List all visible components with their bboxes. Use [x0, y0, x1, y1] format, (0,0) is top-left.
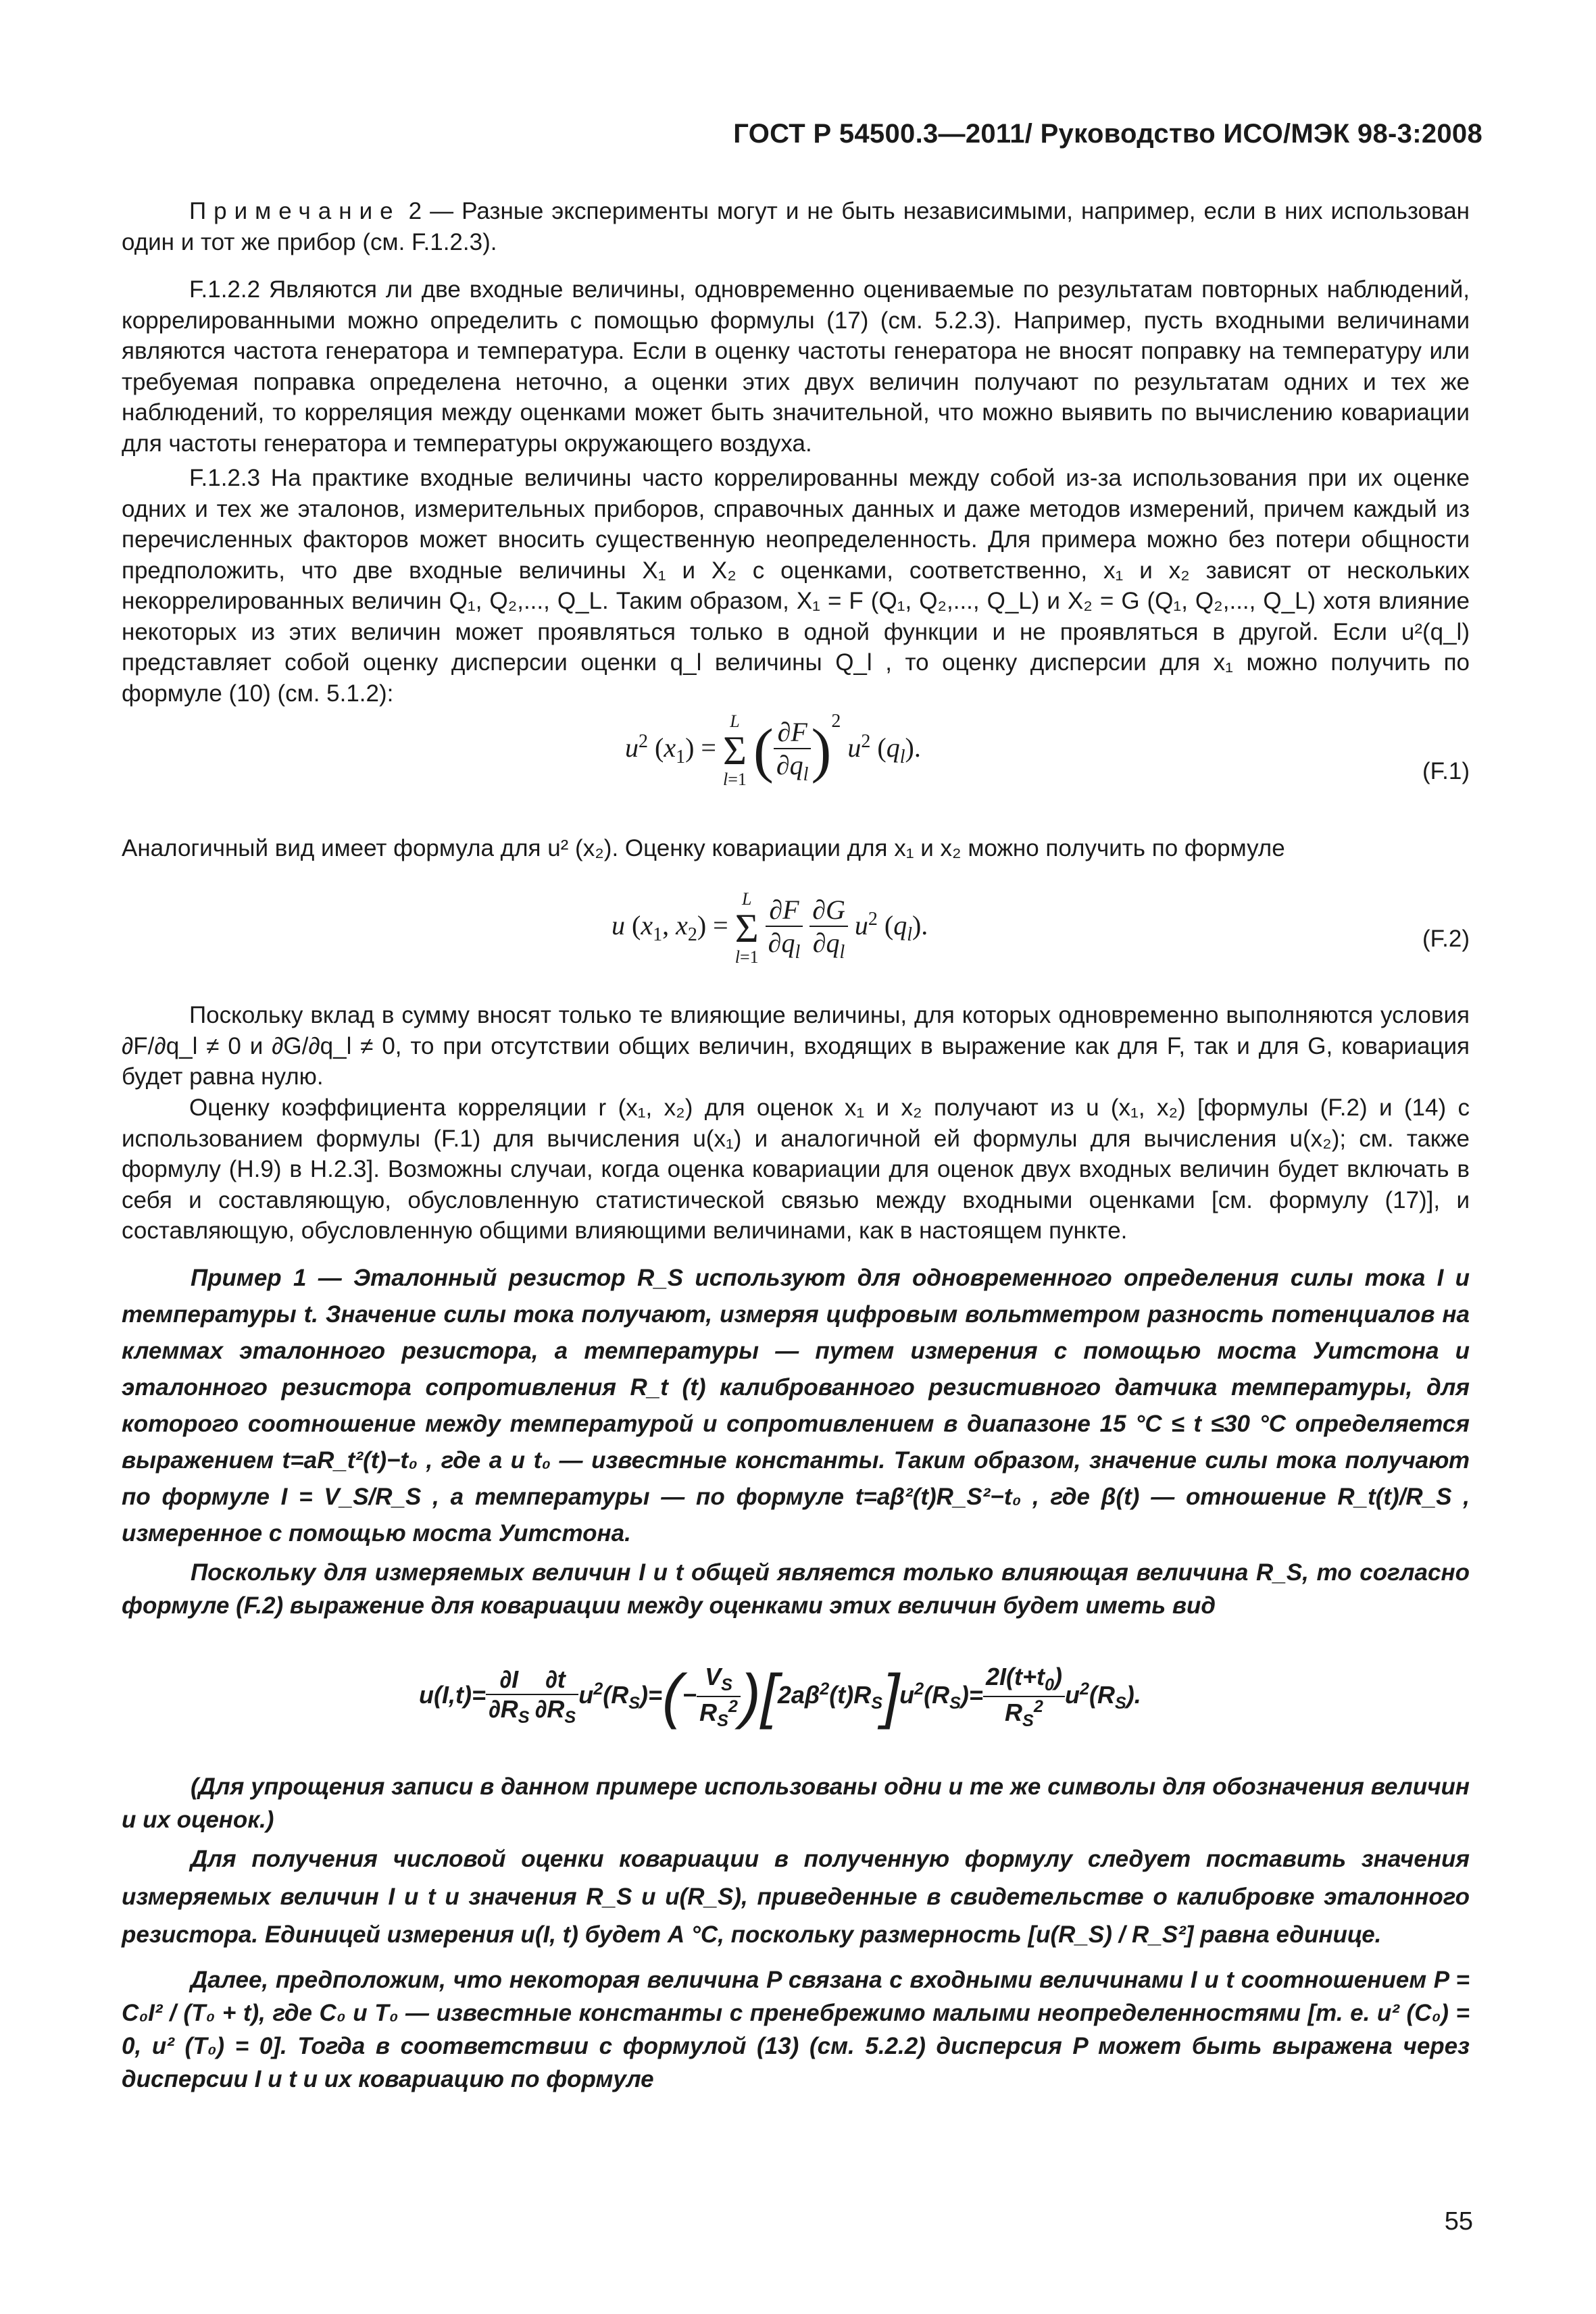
example-1 — [122, 1260, 1470, 1622]
paragraph-analog-text: Аналогичный вид имеет формула для u² (x₂). Оценку ковариации для x₁ и x₂ можно получить по формуле — [122, 835, 1285, 861]
paragraph-f123-text: F.1.2.3 На практике входные величины часто коррелированны между собой из-за использования при их оценке одних и тех же эталонов, измерительных приборов, справочных данных и даже методов измерений, причем каждый из перечисленных факторов может вносить существенную неопределенность. Для примера можно без потери общности предположить, что две входные величины X₁ и X₂ с оценками, соответственно, x₁ и x₂ зависят от нескольких некоррелированных величин Q₁, Q₂,..., Q_L. Таким образом, X₁ = F (Q₁, Q₂,..., Q_L) и X₂ = G (Q₁, Q₂,..., Q_L) хотя влияние некоторых из этих величин может проявляться только в одной функции и не проявляться в другой. Если u²(q_l) представляет собой оценку дисперсии оценки q_l величины Q_l , то оценку дисперсии для x₁ можно получить по формуле (10) (см. 5.1.2): — [122, 465, 1470, 707]
paragraph-f122-text: F.1.2.2 Являются ли две входные величины, одновременно оцениваемые по результатам повторных наблюдений, коррелированными можно определить с помощью формулы (17) (см. 5.2.3). Например, пусть входными величинами являются частота генератора и температура. Если в оценку частоты генератора не вносят поправку на температуру или требуемая поправка определена неточно, а оценки этих двух величин получают по результатам одних и тех же наблюдений, то корреляция между оценками может быть значительной, что можно выявить по вычислению ковариации для частоты генератора и температуры окружающего воздуха. — [122, 276, 1470, 457]
page-header: ГОСТ Р 54500.3—2011/ Руководство ИСО/МЭК 98-3:2008 — [733, 119, 1482, 149]
formula-f2: u ($x_1$, $x_2$) = L Σ l=1 $\frac{\partial F}{\partial q_l}$ $\frac{\partial G}{\partial q_l}$ $u^2$ $(q_l)$. — [612, 889, 928, 967]
note-label: Примечание — [189, 198, 401, 224]
formula-f1-number: (F.1) — [1422, 758, 1470, 784]
paragraph-corr-text: Оценку коэффициента корреляции r (x₁, x₂) для оценок x₁ и x₂ получают из u (x₁, x₂) [формулы (F.2) и (14) с использованием формулы (F.1) для вычисления u(x₁) и аналогичной ей формулы для вычисления u(x₂); см. также формулу (H.9) в H.2.3]. Возможны случаи, когда оценка ковариации для оценок двух входных величин будет включать в себя и составляющую, обусловленную статистической связью между входными оценками [см. формулу (17)], и составляющую, обусловленную общими влияющими величинами, как в настоящем пункте. — [122, 1095, 1470, 1244]
example-1-continued — [122, 1770, 1470, 2096]
paragraph-f123 — [122, 463, 1470, 709]
paragraph-contrib — [122, 1000, 1470, 1092]
paragraph-f122 — [122, 274, 1470, 459]
example-1-text-e: Далее, предположим, что некоторая величина P связана с входными величинами I и t соотношением P = C₀I² / (T₀ + t), где C₀ и T₀ — известные константы с пренебрежимо малыми неопределенностями [т. е. u² (C₀) = 0, u² (T₀) = 0]. Тогда в соответствии с формулой (13) (см. 5.2.2) дисперсия P может быть выражена через дисперсии I и t и их ковариацию по формуле — [122, 1967, 1470, 2092]
paragraph-contrib-text: Поскольку вклад в сумму вносят только те влияющие величины, для которых одновременно выполняются условия ∂F/∂q_l ≠ 0 и ∂G/∂q_l ≠ 0, то при отсутствии общих величин, входящих в выражение как для F, так и для G, ковариация будет равна нулю. — [122, 1002, 1470, 1090]
example-1-text-b: Поскольку для измеряемых величин I и t общей является только влияющая величина R_S, то согласно формуле (F.2) выражение для ковариации между оценками этих величин будет иметь вид — [122, 1559, 1470, 1619]
note-block — [122, 196, 1470, 257]
formula-f2-number: (F.2) — [1422, 926, 1470, 952]
page-number: 55 — [1444, 2207, 1473, 2236]
formula-f1: $u^2$ $(x_1)$ = L Σ l=1 ( $\frac{\partial F}{\partial q_l}$ )$^2$ $u^2$ $(q_l)$. — [625, 710, 921, 789]
paragraph-corr — [122, 1092, 1470, 1247]
example-1-text-a: Пример 1 — Эталонный резистор R_S используют для одновременного определения силы тока I и температуры t. Значение силы тока получают, измеряя цифровым вольтметром разность потенциалов на клеммах эталонного резистора, а температуры — путем измерения с помощью моста Уитстона и эталонного резистора сопротивления R_t (t) калиброванного резистивного датчика температуры, для которого соотношение между температурой и сопротивлением в диапазоне 15 °С ≤ t ≤30 °С определяется выражением t=aR_t²(t)−t₀ , где a и t₀ — известные константы. Таким образом, значение силы тока получают по формуле I = V_S/R_S , а температуры — по формуле t=aβ²(t)R_S²−t₀ , где β(t) — отношение R_t(t)/R_S , измеренное с помощью моста Уитстона. — [122, 1265, 1470, 1546]
note-text: 2 — Разные эксперименты могут и не быть независимыми, например, если в них использован один и тот же прибор (см. F.1.2.3). — [122, 198, 1470, 255]
paragraph-analog — [122, 833, 1470, 864]
example-1-text-c: (Для упрощения записи в данном примере использованы одни и те же символы для обозначения величин и их оценок.) — [122, 1774, 1470, 1833]
example-1-text-d: Для получения числовой оценки ковариации в полученную формулу следует поставить значения измеряемых величин I и t и значения R_S и u(R_S), приведенные в свидетельстве о калибровке эталонного резистора. Единицей измерения u(I, t) будет А °С, поскольку размерность [u(R_S) / R_S²] равна единице. — [122, 1846, 1470, 1948]
formula-covariance: u(I,t)= $\frac{\partial I}{\partial R_S}$ $\frac{\partial t}{\partial R_S}$ $u^2(R_S)=(-$ $\frac{V_S}{R_S^2}$ )$[2a\beta^2(t)R_S]u^2(R_S)=$ $\frac{2I(t+t_0)}{R_S^2}$ $u^2(R_S)$. — [419, 1663, 1141, 1730]
